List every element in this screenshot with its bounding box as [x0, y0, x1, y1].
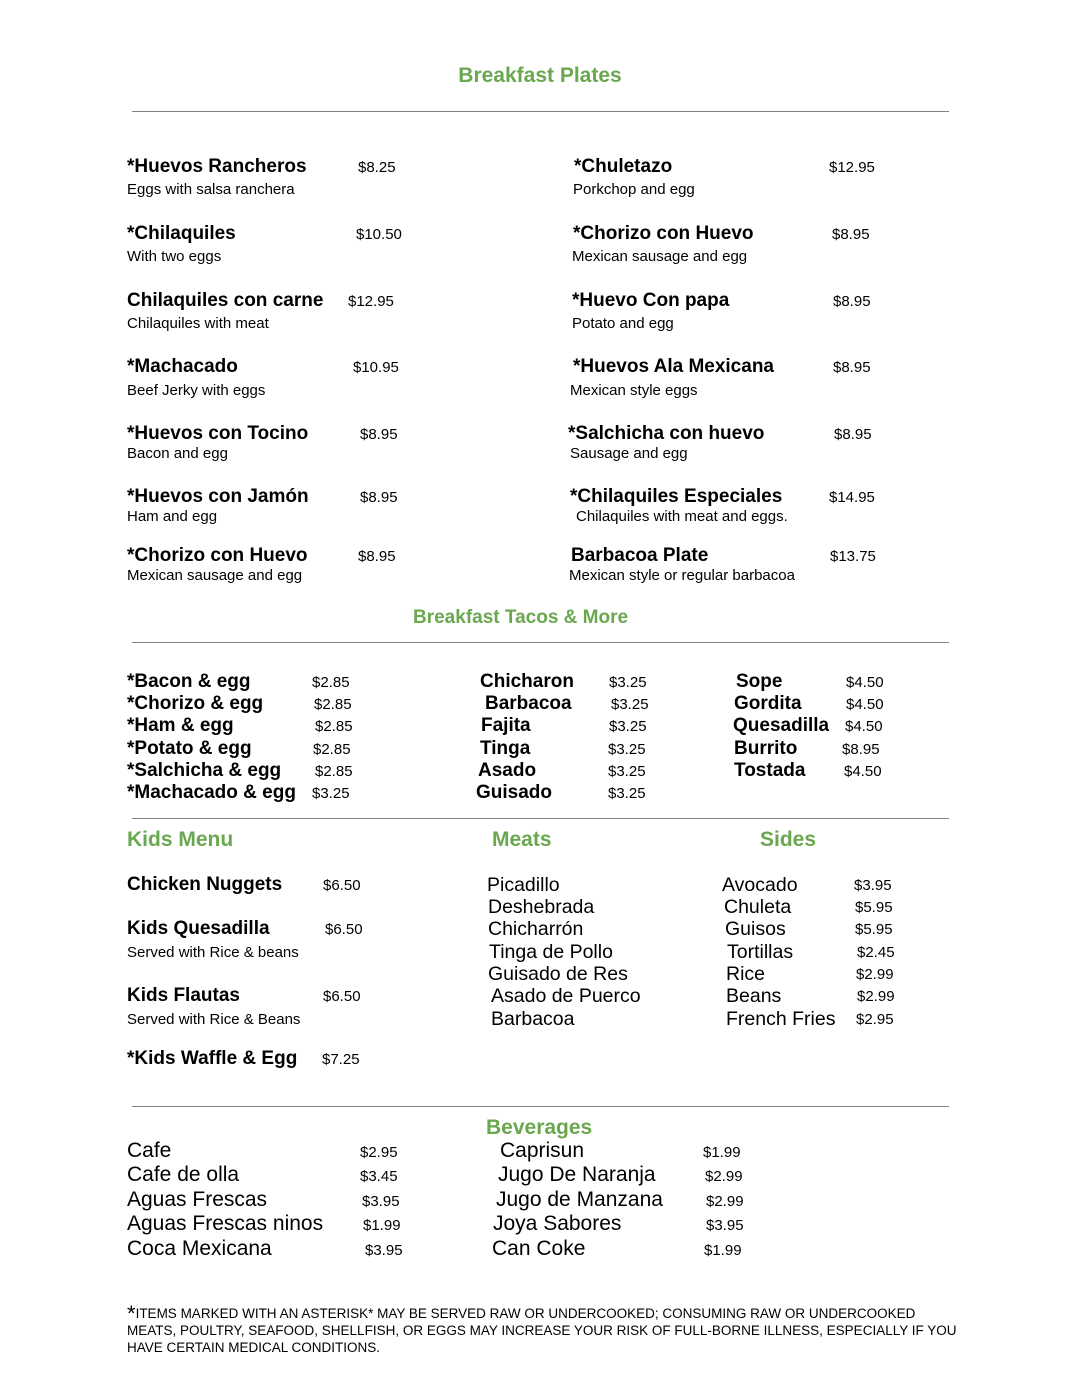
plate-name: *Huevos con Tocino: [127, 423, 309, 444]
taco-price: $2.85: [315, 763, 353, 780]
beverage-name: Can Coke: [492, 1237, 586, 1260]
taco-name: Quesadilla: [733, 715, 830, 736]
meat-item: Deshebrada: [488, 896, 595, 918]
taco-price: $4.50: [846, 696, 884, 713]
plate-price: $8.95: [833, 359, 871, 376]
side-name: French Fries: [726, 1008, 836, 1030]
kids-item-price: $6.50: [323, 988, 361, 1005]
beverage-name: Coca Mexicana: [127, 1237, 272, 1260]
taco-price: $2.85: [315, 718, 353, 735]
plate-desc: Chilaquiles with meat and eggs.: [576, 508, 788, 525]
meat-item: Guisado de Res: [488, 963, 628, 985]
divider: [132, 111, 949, 112]
beverage-name: Aguas Frescas ninos: [127, 1212, 324, 1235]
side-price: $2.95: [856, 1011, 894, 1028]
plate-name: *Machacado: [127, 356, 238, 377]
plate-price: $8.95: [834, 426, 872, 443]
kids-item-price: $6.50: [325, 921, 363, 938]
kids-item-desc: Served with Rice & beans: [127, 944, 299, 961]
plate-price: $12.95: [829, 159, 875, 176]
beverage-name: Jugo de Manzana: [496, 1188, 663, 1211]
taco-name: Chicharon: [480, 671, 574, 692]
taco-name: Fajita: [481, 715, 531, 736]
taco-name: *Potato & egg: [127, 738, 252, 759]
divider: [132, 1106, 949, 1107]
plate-desc: Ham and egg: [127, 508, 218, 525]
beverage-price: $2.99: [706, 1193, 744, 1210]
taco-price: $3.25: [609, 718, 647, 735]
beverage-price: $3.95: [365, 1242, 403, 1259]
plate-name: *Huevos con Jamón: [127, 486, 309, 507]
taco-name: Burrito: [734, 738, 798, 759]
taco-price: $2.85: [312, 674, 350, 691]
taco-price: $2.85: [314, 696, 352, 713]
taco-name: Tinga: [480, 738, 531, 759]
kids-item-name: Chicken Nuggets: [127, 874, 283, 895]
beverage-name: Cafe de olla: [127, 1163, 240, 1186]
plate-desc: Beef Jerky with eggs: [127, 382, 266, 399]
taco-name: *Salchicha & egg: [127, 760, 282, 781]
tacos-title: Breakfast Tacos & More: [413, 607, 629, 628]
meat-item: Chicharrón: [488, 918, 584, 940]
kids-item-price: $7.25: [322, 1051, 360, 1068]
taco-name: *Machacado & egg: [127, 782, 296, 803]
taco-name: Gordita: [734, 693, 802, 714]
meat-item: Tinga de Pollo: [489, 941, 613, 963]
plate-price: $10.95: [353, 359, 399, 376]
plate-name: *Chorizo con Huevo: [573, 223, 754, 244]
beverage-price: $1.99: [704, 1242, 742, 1259]
beverage-name: Cafe: [127, 1139, 172, 1162]
side-price: $2.45: [857, 944, 895, 961]
taco-name: Asado: [478, 760, 537, 781]
sides-title: Sides: [760, 828, 817, 851]
taco-price: $4.50: [844, 763, 882, 780]
side-price: $5.95: [855, 921, 893, 938]
plate-name: Chilaquiles con carne: [127, 290, 324, 311]
plate-desc: With two eggs: [127, 248, 222, 265]
taco-price: $3.25: [608, 785, 646, 802]
plate-price: $8.95: [358, 548, 396, 565]
beverage-price: $3.45: [360, 1168, 398, 1185]
plate-desc: Eggs with salsa ranchera: [127, 181, 295, 198]
plate-desc: Chilaquiles with meat: [127, 315, 269, 332]
side-name: Guisos: [725, 918, 786, 940]
side-name: Rice: [726, 963, 766, 985]
side-price: $5.95: [855, 899, 893, 916]
taco-name: Guisado: [476, 782, 553, 803]
taco-price: $8.95: [842, 741, 880, 758]
meats-title: Meats: [492, 828, 552, 851]
plate-price: $13.75: [830, 548, 876, 565]
beverage-name: Aguas Frescas: [127, 1188, 268, 1211]
plate-desc: Mexican style or regular barbacoa: [569, 567, 795, 584]
plate-name: *Chilaquiles Especiales: [570, 486, 783, 507]
taco-name: Tostada: [734, 760, 806, 781]
taco-price: $3.25: [609, 674, 647, 691]
beverage-name: Jugo De Naranja: [498, 1163, 656, 1186]
side-price: $3.95: [854, 877, 892, 894]
taco-name: Barbacoa: [485, 693, 572, 714]
raw-food-disclaimer: [127, 1301, 967, 1356]
taco-price: $4.50: [845, 718, 883, 735]
beverage-price: $1.99: [703, 1144, 741, 1161]
plate-price: $12.95: [348, 293, 394, 310]
beverage-name: Caprisun: [500, 1139, 585, 1162]
taco-name: *Ham & egg: [127, 715, 234, 736]
taco-price: $2.85: [313, 741, 351, 758]
plate-name: *Huevo Con papa: [572, 290, 730, 311]
plate-name: *Huevos Rancheros: [127, 156, 307, 177]
disclaimer-asterisk: *: [127, 1301, 136, 1326]
plate-price: $8.95: [360, 489, 398, 506]
taco-name: Sope: [736, 671, 783, 692]
side-name: Chuleta: [724, 896, 792, 918]
kids-item-price: $6.50: [323, 877, 361, 894]
taco-price: $3.25: [611, 696, 649, 713]
plate-name: *Huevos Ala Mexicana: [573, 356, 774, 377]
plate-name: *Chuletazo: [574, 156, 673, 177]
beverage-price: $2.99: [705, 1168, 743, 1185]
breakfast-plates-title: Breakfast Plates: [458, 64, 622, 87]
taco-price: $3.25: [608, 763, 646, 780]
plate-price: $14.95: [829, 489, 875, 506]
plate-name: *Chorizo con Huevo: [127, 545, 308, 566]
taco-name: *Bacon & egg: [127, 671, 251, 692]
kids-item-name: *Kids Waffle & Egg: [127, 1048, 298, 1069]
plate-desc: Mexican sausage and egg: [127, 567, 303, 584]
beverage-price: $3.95: [362, 1193, 400, 1210]
plate-desc: Potato and egg: [572, 315, 674, 332]
plate-price: $8.95: [832, 226, 870, 243]
meat-item: Asado de Puerco: [491, 985, 641, 1007]
plate-name: Barbacoa Plate: [571, 545, 709, 566]
meat-item: Picadillo: [487, 874, 560, 896]
taco-price: $4.50: [846, 674, 884, 691]
taco-price: $3.25: [608, 741, 646, 758]
meat-item: Barbacoa: [491, 1008, 575, 1030]
taco-name: *Chorizo & egg: [127, 693, 264, 714]
divider: [132, 642, 949, 643]
side-name: Beans: [726, 985, 782, 1007]
kids-menu-title: Kids Menu: [127, 828, 234, 851]
plate-price: $8.95: [833, 293, 871, 310]
disclaimer-text: ITEMS MARKED WITH AN ASTERISK* MAY BE SERVED RAW OR UNDERCOOKED; CONSUMING RAW OR UNDERCOOKED MEATS, POULTRY, SEAFOOD, SHELLFISH, OR EGGS MAY INCREASE YOUR RISK OF FULL-BORNE ILLNESS, ESPECIALLY IF YOU HAVE CERTAIN MEDICAL CONDITIONS.: [127, 1306, 957, 1355]
kids-item-name: Kids Flautas: [127, 985, 240, 1006]
plate-price: $10.50: [356, 226, 402, 243]
side-name: Tortillas: [727, 941, 794, 963]
plate-price: $8.25: [358, 159, 396, 176]
plate-desc: Bacon and egg: [127, 445, 228, 462]
beverages-title: Beverages: [486, 1116, 593, 1139]
plate-desc: Sausage and egg: [570, 445, 688, 462]
beverage-name: Joya Sabores: [493, 1212, 622, 1235]
plate-desc: Mexican style eggs: [570, 382, 698, 399]
kids-item-name: Kids Quesadilla: [127, 918, 270, 939]
plate-price: $8.95: [360, 426, 398, 443]
plate-name: *Chilaquiles: [127, 223, 236, 244]
side-name: Avocado: [722, 874, 798, 896]
beverage-price: $2.95: [360, 1144, 398, 1161]
taco-price: $3.25: [312, 785, 350, 802]
beverage-price: $1.99: [363, 1217, 401, 1234]
plate-desc: Porkchop and egg: [573, 181, 695, 198]
side-price: $2.99: [856, 966, 894, 983]
kids-item-desc: Served with Rice & Beans: [127, 1011, 301, 1028]
divider: [132, 818, 949, 819]
plate-desc: Mexican sausage and egg: [572, 248, 748, 265]
plate-name: *Salchicha con huevo: [568, 423, 765, 444]
side-price: $2.99: [857, 988, 895, 1005]
beverage-price: $3.95: [706, 1217, 744, 1234]
